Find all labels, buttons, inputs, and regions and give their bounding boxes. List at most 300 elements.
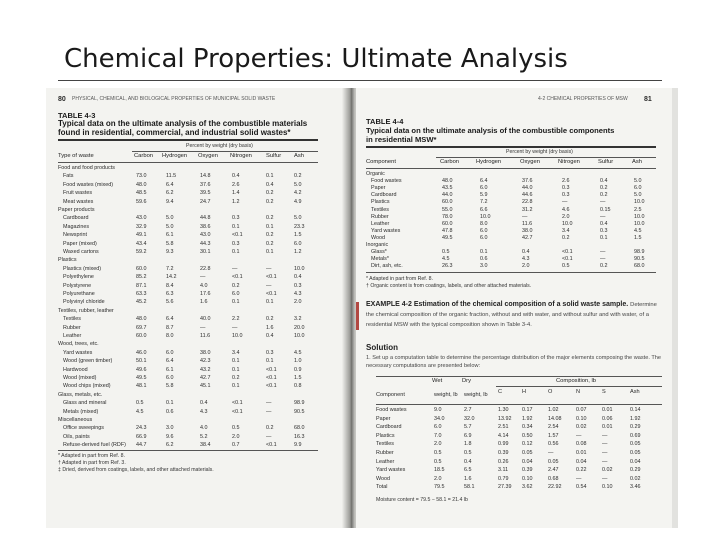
comp-note: Moisture content = 79.5 − 58.1 = 21.4 lb [376, 497, 468, 503]
table-row-label: Metals* [371, 256, 389, 263]
table-cell: 3.46 [630, 484, 641, 491]
table-cell: 5.9 [480, 192, 488, 199]
solution-heading: Solution [366, 343, 398, 352]
table-cell: 0.2 [266, 215, 274, 222]
comp-column-header: weight, lb [464, 392, 488, 398]
table-cell: 18.5 [434, 467, 445, 474]
table-cell: 10.0 [634, 220, 645, 227]
left-col-hydrogen: Hydrogen [162, 153, 188, 159]
table-cell: <0.1 [562, 249, 573, 256]
example-title: Estimation of the chemical composition of a solid waste sample. [413, 301, 629, 308]
left-percent-rule [132, 151, 318, 152]
table-cell: 2.47 [548, 467, 559, 474]
table-cell: 0.01 [602, 407, 613, 413]
table-row-label: Glass* [371, 249, 387, 256]
table-cell: 0.3 [232, 215, 240, 222]
table-cell: 14.08 [548, 415, 562, 422]
right-footnote-2: † Organic content is from coatings, labels, and other attached materials. [366, 283, 532, 289]
table-cell: 38.6 [200, 223, 211, 230]
table-cell: 10.0 [634, 213, 645, 220]
table-cell: 0.2 [266, 240, 274, 247]
table-cell: 6.9 [464, 432, 472, 439]
table-cell: 4.9 [294, 198, 302, 205]
table-cell: 43.2 [200, 366, 211, 373]
table-cell: 0.4 [266, 181, 274, 188]
table-row-label: Textiles [63, 316, 81, 323]
table-cell: 0.1 [600, 234, 608, 241]
table-cell: <0.1 [266, 291, 277, 297]
left-footnote-1: * Adapted in part from Ref. 8. [58, 453, 125, 459]
table-cell: 49.1 [136, 232, 147, 239]
table-cell: 7.0 [434, 432, 442, 439]
table-cell: — [522, 213, 528, 220]
table-cell: 11.5 [166, 173, 177, 180]
table-row-label: Plastics (mixed) [63, 265, 102, 272]
comp-column-header: O [548, 389, 553, 395]
table-cell: 0.05 [630, 441, 641, 448]
table-row-label: Cardboard [63, 215, 89, 222]
table-cell: — [266, 408, 272, 415]
table-cell: 44.0 [442, 192, 453, 199]
table-cell: 0.5 [434, 458, 442, 465]
table-cell: 6.6 [480, 206, 488, 213]
table-cell: 3.0 [480, 263, 488, 270]
table-cell: 5.6 [166, 299, 174, 306]
table-cell: 2.54 [548, 424, 559, 431]
table-cell: — [266, 433, 272, 440]
comp-h1-composition: Composition, lb [556, 378, 596, 384]
table-cell: 58.1 [464, 484, 475, 491]
table-row-label: Wood [376, 475, 390, 482]
right-percent-rule [436, 157, 656, 158]
table-cell: 85.2 [136, 274, 147, 281]
right-col-sulfur: Sulfur [598, 159, 614, 165]
table-cell: 37.6 [200, 181, 211, 188]
table-cell: 47.8 [442, 227, 453, 234]
table-cell: 32.0 [464, 415, 475, 422]
table-cell: 60.0 [136, 265, 147, 272]
right-col-component: Component [366, 159, 396, 165]
table-cell: 0.39 [522, 467, 533, 474]
table-cell: 6.4 [166, 316, 174, 323]
table-row-label: Textiles, rubber, leather [58, 307, 114, 314]
table-cell: 90.5 [294, 408, 305, 415]
table-cell: 0.6 [480, 256, 488, 263]
table-cell: 3.62 [522, 484, 533, 491]
right-table-bottom-rule [366, 272, 656, 273]
table-cell: 0.4 [522, 249, 530, 256]
table-cell: 87.1 [136, 282, 147, 289]
table-cell: 2.2 [232, 316, 240, 323]
table-cell: — [600, 256, 606, 263]
table-cell: 30.1 [200, 249, 211, 255]
comp-h1-dry: Dry [462, 378, 472, 384]
table-cell: 0.2 [266, 316, 274, 323]
comp-column-header: C [498, 389, 503, 395]
table-cell: 0.68 [548, 475, 559, 482]
table-row-label: Inorganic [366, 242, 389, 248]
table-cell: 0.8 [294, 383, 302, 390]
example-box [366, 300, 662, 352]
table-cell: 11.6 [522, 220, 533, 227]
table-cell: 4.6 [562, 206, 570, 213]
table-cell: 0.1 [232, 299, 240, 306]
example-heading: EXAMPLE 4-2 [366, 301, 412, 308]
table-cell: 1.0 [294, 358, 302, 365]
table-cell: 0.01 [602, 424, 613, 431]
table-cell: 98.9 [634, 249, 645, 256]
table-row-label: Food wastes [371, 178, 402, 185]
table-cell: 2.6 [562, 178, 570, 185]
table-cell: 0.3 [294, 282, 302, 289]
left-table-bottom-rule [58, 450, 318, 451]
table-cell: 0.2 [600, 263, 608, 270]
left-col-oxygen: Oxygen [198, 153, 218, 159]
table-cell: 0.08 [576, 441, 587, 448]
table-cell: 4.5 [136, 408, 144, 415]
table-cell: 0.5 [232, 425, 240, 432]
table-cell: 6.0 [166, 375, 174, 381]
table-cell: 55.0 [442, 206, 453, 213]
table-cell: 0.79 [498, 475, 509, 482]
table-cell: 9.3 [166, 249, 174, 255]
table-cell: 42.7 [200, 375, 211, 381]
table-cell: 9.4 [166, 198, 174, 205]
table-cell: 6.0 [294, 240, 302, 247]
table-cell: 60.0 [442, 220, 453, 227]
table-cell: 14.2 [166, 274, 177, 281]
table-cell: 46.0 [136, 349, 147, 356]
table-row-label: Leather [371, 220, 390, 227]
table-row-label: Paper products [58, 207, 95, 213]
table-row-label: Dirt, ash, etc. [371, 263, 403, 270]
table-cell: 0.1 [166, 400, 174, 407]
table-cell: 40.0 [200, 316, 211, 323]
table-cell: 39.5 [200, 190, 211, 197]
table-cell: 3.0 [166, 425, 174, 432]
table-row-label: Oils, paints [63, 433, 90, 440]
table-cell: 0.3 [562, 185, 570, 192]
table-cell: 0.99 [498, 441, 509, 448]
table-cell: 1.5 [634, 234, 642, 241]
table-cell: 6.0 [480, 227, 488, 234]
table-cell: 0.2 [266, 198, 274, 205]
table-cell: 98.9 [294, 400, 305, 407]
table-cell: 24.7 [200, 198, 211, 205]
solution-step-1: 1. Set up a computation table to determine the percentage distribution of the major elements composing the waste. The necessary computations are presented below: [366, 355, 661, 369]
table-cell: 0.17 [522, 407, 533, 413]
table-cell: 6.2 [166, 442, 174, 449]
table-cell: 3.4 [232, 349, 240, 356]
table-cell: 2.0 [434, 441, 442, 448]
right-header-rule [366, 168, 656, 169]
table-cell: 0.39 [498, 450, 509, 456]
table-cell: 1.5 [294, 375, 302, 381]
left-col-ash: Ash [294, 153, 304, 159]
table-cell: 0.22 [576, 467, 587, 474]
table-row-label: Cardboard [376, 424, 402, 431]
table-cell: — [602, 458, 608, 465]
table-row-label: Wood chips (mixed) [63, 383, 111, 390]
table-cell: 3.2 [294, 316, 302, 323]
table-cell: 5.0 [634, 178, 642, 185]
right-table-caption-line-1: Typical data on the ultimate analysis of the combustible components [366, 126, 615, 135]
table-cell: 16.3 [294, 433, 305, 440]
table-row-label: Cardboard [371, 192, 397, 199]
table-cell: 4.3 [200, 408, 208, 415]
table-cell: 6.4 [166, 181, 174, 188]
table-cell: — [562, 199, 568, 206]
table-cell: 0.5 [464, 450, 472, 456]
table-cell: — [200, 324, 206, 331]
table-cell: — [266, 265, 272, 272]
table-cell: 6.0 [480, 234, 488, 241]
comp-header-rule [376, 404, 662, 405]
table-cell: 10.0 [634, 199, 645, 206]
table-row-label: Wood (green timber) [63, 358, 113, 365]
comp-column-header: weight, lb [434, 392, 458, 398]
table-cell: 59.6 [136, 198, 147, 205]
table-cell: 0.4 [232, 173, 240, 180]
table-cell: — [266, 400, 272, 407]
table-cell: 17.6 [200, 291, 211, 297]
right-col-ash: Ash [632, 159, 642, 165]
table-cell: — [602, 450, 608, 456]
table-row-label: Food wastes [376, 407, 407, 413]
table-cell: <0.1 [232, 408, 243, 415]
table-cell: 0.4 [600, 178, 608, 185]
table-cell: 1.6 [464, 475, 472, 482]
right-col-oxygen: Oxygen [520, 159, 540, 165]
table-row-label: Food wastes (mixed) [63, 181, 114, 188]
table-cell: 0.2 [266, 232, 274, 239]
table-row-label: Glass, metals, etc. [58, 391, 103, 398]
comp-column-header: H [522, 389, 527, 395]
table-cell: 49.6 [136, 366, 147, 373]
table-cell: 8.4 [166, 282, 174, 289]
table-cell: 0.3 [600, 227, 608, 234]
table-row-label: Refuse-derived fuel (RDF) [63, 442, 126, 449]
table-cell: 1.6 [266, 324, 274, 331]
table-cell: 0.02 [602, 467, 613, 474]
right-percent-header: Percent by weight (dry basis) [506, 149, 573, 155]
table-cell: 0.1 [232, 358, 240, 365]
table-cell: 6.4 [166, 358, 174, 365]
table-cell: 10.0 [294, 333, 305, 339]
table-cell: 0.26 [498, 458, 509, 465]
table-cell: — [200, 274, 206, 281]
table-cell: 79.5 [434, 484, 445, 491]
table-row-label: Polyurethane [63, 291, 95, 297]
table-cell: <0.1 [266, 375, 277, 381]
table-cell: 38.0 [200, 349, 211, 356]
table-cell: 45.1 [200, 383, 211, 390]
table-cell: 0.5 [442, 249, 450, 256]
table-cell: 0.1 [480, 249, 488, 256]
table-cell: 5.0 [294, 181, 302, 188]
table-cell: 63.3 [136, 291, 147, 297]
table-cell: 0.1 [232, 366, 240, 373]
table-cell: 4.5 [294, 349, 302, 356]
table-cell: 11.6 [200, 333, 211, 339]
table-cell: 2.0 [522, 263, 530, 270]
table-cell: 0.29 [630, 424, 641, 431]
table-cell: 6.2 [166, 190, 174, 197]
left-page [46, 88, 350, 528]
table-cell: 2.7 [464, 407, 472, 413]
table-cell: 5.2 [200, 433, 208, 440]
table-cell: — [600, 199, 606, 206]
table-row-label: Plastics [376, 432, 395, 439]
table-cell: 68.0 [634, 263, 645, 270]
table-row-label: Office sweepings [63, 425, 104, 432]
table-cell: 0.01 [576, 450, 587, 456]
left-col-type: Type of waste [58, 153, 94, 159]
right-table-label: TABLE 4-4 [366, 117, 404, 126]
table-cell: 4.3 [294, 291, 302, 297]
table-cell: 26.3 [442, 263, 453, 270]
right-footnote-1: * Adapted in part from Ref. 8. [366, 276, 433, 282]
table-row-label: Total [376, 484, 388, 491]
example-body: Determine the chemical composition of the organic fraction, without and with water, and without sulfur and with water, of a residential MSW with the typical composition shown in Table 3-4. [366, 302, 657, 328]
table-cell: 10.0 [480, 213, 491, 220]
table-cell: 0.1 [232, 223, 240, 230]
table-cell: 1.2 [294, 249, 302, 255]
table-cell: 0.34 [522, 424, 533, 431]
table-row-label: Yard wastes [376, 467, 406, 474]
table-cell: 0.12 [522, 441, 533, 448]
table-cell: 43.0 [136, 215, 147, 222]
table-cell: 0.02 [630, 475, 641, 482]
table-cell: 44.6 [522, 192, 533, 199]
table-cell: 6.5 [464, 467, 472, 474]
table-cell: 42.7 [522, 234, 533, 241]
left-page-number: 80 [58, 96, 66, 103]
table-cell: 0.29 [630, 467, 641, 474]
table-cell: 0.4 [266, 333, 274, 339]
table-cell: 6.0 [232, 291, 240, 297]
table-cell: 4.14 [498, 432, 509, 439]
table-cell: 0.1 [232, 249, 240, 255]
comp-column-header: Component [376, 392, 405, 398]
table-cell: — [602, 441, 608, 448]
table-row-label: Rubber [371, 213, 389, 220]
table-cell: 0.04 [522, 458, 533, 465]
right-running-header: 4-2 CHEMICAL PROPERTIES OF MSW [538, 96, 628, 102]
table-cell: 27.39 [498, 484, 512, 491]
table-cell: <0.1 [562, 256, 573, 263]
table-cell: 0.10 [576, 415, 587, 422]
table-cell: — [576, 475, 582, 482]
table-cell: 4.5 [634, 227, 642, 234]
table-cell: 8.7 [166, 324, 174, 331]
table-cell: 24.3 [136, 425, 147, 432]
table-cell: 4.0 [200, 425, 208, 432]
table-row-label: Yard wastes [371, 227, 401, 234]
table-cell: 5.8 [166, 240, 174, 247]
slide-title: Chemical Properties: Ultimate Analysis [64, 44, 568, 74]
table-cell: 0.02 [576, 424, 587, 431]
table-cell: 0.2 [266, 425, 274, 432]
table-row-label: Paper (mixed) [63, 240, 97, 247]
table-cell: — [548, 450, 554, 456]
table-cell: 4.2 [294, 190, 302, 197]
table-cell: 5.0 [294, 215, 302, 222]
table-cell: <0.1 [266, 383, 277, 390]
table-cell: 1.30 [498, 407, 509, 413]
left-footnote-2: † Adapted in part from Ref. 3. [58, 460, 126, 466]
table-cell: 49.5 [136, 375, 147, 381]
table-cell: 50.1 [136, 358, 147, 365]
left-header-rule [58, 162, 318, 163]
table-cell: 7.2 [480, 199, 488, 206]
table-cell: 22.92 [548, 484, 562, 491]
comp-column-header: Ash [630, 389, 640, 395]
table-cell: 2.0 [434, 475, 442, 482]
table-cell: 6.0 [634, 185, 642, 192]
table-cell: 0.3 [562, 192, 570, 199]
table-cell: 6.0 [480, 185, 488, 192]
table-cell: 45.2 [136, 299, 147, 306]
table-cell: 43.4 [136, 240, 147, 247]
table-cell: 4.5 [442, 256, 450, 263]
table-row-label: Fruit wastes [63, 190, 93, 197]
table-cell: 13.92 [498, 415, 512, 422]
table-row-label: Paper [371, 185, 386, 192]
table-cell: 48.1 [136, 383, 147, 390]
table-cell: 10.0 [232, 333, 243, 339]
table-cell: 14.8 [200, 173, 211, 180]
table-row-label: Plastics [58, 257, 77, 264]
table-cell: 1.4 [232, 190, 240, 197]
table-cell: 6.0 [434, 424, 442, 431]
table-cell: 2.0 [562, 213, 570, 220]
table-cell: 0.50 [522, 432, 533, 439]
table-row-label: Textiles [376, 441, 394, 448]
table-row-label: Metals (mixed) [63, 408, 99, 415]
table-row-label: Plastics [371, 199, 390, 206]
table-cell: 4.0 [200, 282, 208, 289]
table-cell: 0.1 [266, 223, 274, 230]
table-cell: — [602, 475, 608, 482]
table-cell: 2.51 [498, 424, 509, 431]
table-cell: 0.10 [602, 484, 613, 491]
comp-h1-wet: Wet [432, 378, 443, 384]
table-row-label: Wood, trees, etc. [58, 341, 99, 348]
table-cell: 48.5 [136, 190, 147, 197]
left-col-nitrogen: Nitrogen [230, 153, 252, 159]
table-cell: 66.9 [136, 433, 147, 440]
table-cell: 38.0 [522, 227, 533, 234]
table-cell: 78.0 [442, 213, 453, 220]
table-cell: — [576, 432, 582, 439]
table-cell: 22.8 [200, 265, 211, 272]
table-cell: 9.6 [166, 433, 174, 440]
table-cell: — [232, 324, 238, 331]
table-row-label: Waxed cartons [63, 249, 99, 255]
table-cell: 0.9 [294, 366, 302, 373]
table-cell: — [232, 265, 238, 272]
comp-column-header: S [602, 389, 606, 395]
table-row-label: Miscellaneous [58, 417, 93, 423]
table-cell: 3.4 [562, 227, 570, 234]
table-cell: 0.10 [522, 475, 533, 482]
table-cell: 0.2 [600, 185, 608, 192]
table-cell: <0.1 [232, 400, 243, 407]
table-cell: 0.3 [266, 349, 274, 356]
table-cell: 0.2 [562, 234, 570, 241]
table-cell: 6.1 [166, 232, 174, 239]
